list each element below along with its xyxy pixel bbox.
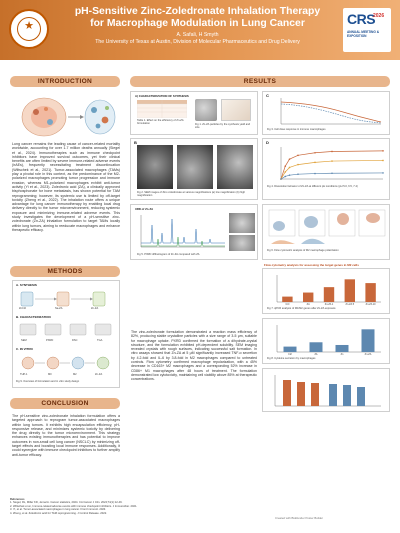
poster-authors: A. Safali, H Smyth The University of Texas at Austin, Division of Molecular Pharmaceutics and Drug Delivery — [95, 32, 300, 45]
methods-b-step-2: PXRD — [46, 339, 54, 342]
bar-caption-2: Fig 8. Cytokine secretion by macrophages — [267, 357, 316, 360]
results-panel-bars-2 — [262, 318, 390, 364]
results-a-particle-image — [195, 99, 217, 121]
methods-a-step3: Zn-ZA — [91, 307, 99, 310]
cytokine-bar-chart — [269, 322, 385, 356]
references: References 1. Siegel, RL, Miller KD, Jemal A. Cancer statistics, 2024. CA Cancer J Clin. 2024;74(1):12-49. 2. Wiltschek et al., Immune-related adverse events with immune checkpoint inhibitors. J Immunother. 2021. 3. Yi, et al. Tumor-associated macrophages in lung cancer. Front Immunol. 2023. 4. Zheng, et al. Zoledronic acid for TAM reprogramming. J Control Release. 2022. — [10, 498, 310, 515]
bar-3 — [336, 345, 349, 352]
results-panel-b — [130, 138, 258, 200]
methods-label-c: C. IN VITRO — [16, 347, 33, 351]
methods-label-a: A. SYNTHESIS — [16, 283, 37, 287]
sem-image-3 — [217, 145, 253, 189]
results-panel-a — [130, 91, 258, 135]
bar-5 — [365, 283, 375, 302]
results-b-caption: Fig 2. SEM images of Zinc-zoledronate at various magnifications (a) low magnification (b) high magnification — [137, 191, 246, 198]
sem-image-1 — [137, 145, 173, 189]
data-point-2-4 — [297, 164, 299, 166]
xrd-crystal-image-1 — [229, 213, 255, 233]
credit-text: Created with BioRender Poster Builder — [275, 516, 324, 520]
results-a-vial-image — [221, 99, 251, 121]
introduction-header: INTRODUCTION — [10, 76, 120, 87]
tick-label-3: Zn — [340, 353, 344, 356]
results-panel-flow — [262, 204, 390, 260]
results-header: RESULTS — [130, 76, 390, 87]
series-line-2 — [281, 160, 383, 179]
results-b-label: B — [134, 140, 137, 145]
viability-chart — [269, 372, 385, 410]
methods-c-step-1: THP-1 — [20, 373, 28, 376]
results-d-label: D — [266, 140, 269, 145]
dissolution-line-chart — [271, 143, 387, 185]
flow-cytometry-plots — [267, 208, 387, 246]
conclusion-header: CONCLUSION — [10, 398, 120, 409]
results-a-caption: Table 1. Effect on the efficiency of Zn-ZA formulation — [137, 119, 184, 126]
bar-caption-1: Fig 7. qPCR analysis of M1/M2 genes after Zn-ZA exposure — [267, 307, 336, 310]
results-d-caption: Fig 4. Dissolution behavior of Zn-ZA at different pH conditions (pH 5.0, 6.5, 7.4) — [267, 185, 358, 188]
results-a-table — [137, 100, 187, 118]
crs-logo: CRS 2026 ANNUAL MEETING & EXPOSITION — [343, 8, 391, 52]
data-point-3-6 — [331, 172, 333, 174]
data-point-1-6 — [331, 151, 333, 153]
poster-title: pH-Sensitive Zinc-Zoledronate Inhalation Therapy for Macrophage Modulation in Lung Cancer — [74, 6, 321, 29]
results-c-caption: Fig 3. Cell dose response in immune macrophages — [267, 128, 326, 131]
data-point-2-2 — [284, 171, 286, 173]
data-point-2-7 — [382, 160, 384, 162]
results-panel-bars-1 — [262, 268, 390, 314]
results-c-label: C — [266, 93, 269, 98]
results-panel-xrd — [130, 204, 258, 260]
bar-2 — [310, 342, 323, 352]
results-text: The zinc-zoledronate formulation demonstrated a reaction mass efficiency of 82%, producing stable crystalline particles with a size range of 3-5 μm, suitable for macrophage uptake. PXRD confirmed the formation of a dihydrate-crystal structure, and the formulation exhibited pH-dependent solubility. SEM imaging revealed crystals with rough surfaces, indicating successful salt formation. In vitro assays showed that Zn-ZA at 5 μM significantly increased TNF-α secretion by 4.2-fold and IL-6 by 3.8-fold in M2 macrophages compared to untreated controls. Flow cytometry confirmed macrophage repolarization, with a 45% decrease in CD163+ M2 macrophages and a corresponding 52% increase in CD86+ M1 macrophages after 48 hours of treatment. The formulation demonstrated low cytotoxicity, maintaining cell viability above 85% at therapeutic concentrations. — [131, 330, 257, 382]
data-point-3-1 — [280, 178, 282, 180]
tick-label-1: Ctrl — [285, 303, 290, 306]
bar-1 — [284, 347, 297, 352]
bar-3 — [324, 287, 334, 302]
data-point-3-2 — [284, 176, 286, 178]
data-point-3-7 — [382, 172, 384, 174]
reference-4: 4. Zheng, et al. Zoledronic acid for TAM reprogramming. J Control Release. 2022. — [10, 511, 107, 515]
xrd-diffractogram — [137, 213, 227, 251]
xrd-crystal-image-2 — [229, 235, 255, 251]
tick-label-5: Zn-ZA 10 — [365, 303, 376, 306]
results-panel-bars-3 — [262, 368, 390, 412]
introduction-text: Lung cancer remains the leading cause of cancer-related mortality worldwide, accounting for over 1.7 million deaths annually (Siegel et al., 2024). Immunotherapies such as immune checkpoint inhibitors have improved survival outcomes, yet their clinical benefits are often limited by severe immune-related adverse events (irAEs), frequently necessitating treatment discontinuation (Wiltschek et al., 2021). Tumor-associated macrophages (TAMs) play a pivotal role in this context, as the predominance of the M2-polarized macrophages promoting tumor progression and immune evasion, whereas M1-polarized macrophages exhibit anti-tumor activity (Yi et al., 2023). Zoledronic acid (ZA), a clinically approved bisphosphonate for bone metastasis, has shown potential for TAM reprogramming; however, its systemic use is limited by off-target toxicity (Zheng et al., 2022). The inhalation route offers a unique advantage for lung cancer immunotherapy by enabling local drug delivery directly to the tumor microenvironment, reducing systemic exposure and minimizing immune-related adverse events. This study investigates the development of a pH-sensitive zinc-zoledronate (Zn-ZA) inhalation formulation to target TAMs locally within lung tumors, aiming to reeducate macrophages and enhance therapeutic efficacy. — [12, 142, 120, 232]
methods-a-step2: Na-ZA — [55, 307, 63, 310]
reference-3: 3. Yi, et al. Tumor-associated macrophages in lung cancer. Front Immunol. 2023. — [10, 508, 107, 512]
data-point-3-5 — [314, 173, 316, 175]
results-panel-c — [262, 91, 390, 135]
methods-b-step-4: TGA — [97, 339, 103, 342]
data-point-1-4 — [297, 155, 299, 157]
conclusion-text: The pH-sensitive zinc-zoledronate inhalation formulation offers a targeted approach to reprogram tumor-associated macrophages within lung tumors. It exhibits high encapsulation efficiency, pH-responsive release, and minimizes systemic toxicity by delivering the drug directly to the tumor microenvironment. This strategy enhances existing immunotherapies and has potential to improve outcomes in non-small cell lung cancer (NSCLC) by minimizing off-target effects and boosting local immune responses. Additionally, it could synergize with immune checkpoint inhibitors to further amplify anti-tumor efficacy. — [12, 414, 120, 457]
data-point-2-5 — [314, 162, 316, 164]
data-point-3-3 — [289, 174, 291, 176]
intro-figure — [14, 92, 118, 140]
methods-c-step-3: M2 — [73, 373, 77, 376]
qpcr-bar-chart — [269, 272, 385, 306]
poster-header — [0, 0, 400, 60]
results-c-chart — [273, 96, 385, 128]
xrd-title: XRD of Zn-ZA — [135, 207, 154, 211]
xrd-caption: Fig 5. PXRD diffractogram of Zn-ZA compared with ZA — [137, 253, 200, 256]
results-a-caption-2: Fig 1. Zn-ZA particles by the synthesis yield and size — [195, 123, 251, 130]
methods-header: METHODS — [10, 266, 120, 277]
reference-1: 1. Siegel, RL, Miller KD, Jemal A. Cancer statistics, 2024. CA Cancer J Clin. 2024;74(1):12-49. — [10, 501, 123, 505]
data-point-3-4 — [297, 173, 299, 175]
flow-title: Flow cytometry analysis for assessing the target genes in M2 cells — [264, 263, 359, 267]
bar-2 — [303, 293, 313, 302]
tick-label-1: Ctrl — [288, 353, 292, 356]
results-a-title: A) CHARACTERIZATION OF SYNTHESIS — [135, 94, 189, 98]
methods-b-step-3: DSC — [72, 339, 78, 342]
ut-austin-seal-logo: ★ — [9, 9, 49, 49]
tick-label-4: Zn-ZA 5 — [345, 303, 355, 306]
methods-b-step-1: SEM — [21, 339, 27, 342]
tick-label-2: ZA — [306, 303, 310, 306]
flow-caption: Fig 6. Flow cytometric analysis of M2 macrophage polarization — [267, 249, 339, 252]
methods-figure — [12, 280, 120, 388]
reference-2: 2. Wiltschek et al., Immune-related adverse events with immune checkpoint inhibitors. J Immunother. 2021. — [10, 504, 138, 508]
tick-label-3: Zn-ZA 1 — [324, 303, 334, 306]
tick-label-4: Zn-ZA — [364, 353, 372, 356]
methods-label-b: B. CHARACTERIZATION — [16, 315, 51, 319]
bar-4 — [345, 279, 355, 302]
results-panel-d — [262, 138, 390, 200]
data-point-2-3 — [289, 167, 291, 169]
data-point-1-7 — [382, 150, 384, 152]
methods-c-step-4: Zn-ZA — [95, 373, 103, 376]
sem-image-2 — [177, 145, 213, 189]
data-point-2-6 — [331, 160, 333, 162]
methods-a-step1: ZnCl2 — [19, 307, 26, 310]
bar-4 — [362, 329, 375, 352]
data-point-1-2 — [284, 165, 286, 167]
data-point-1-3 — [289, 158, 291, 160]
methods-caption: Fig 9. Overview of formulation and in vitro study design — [16, 380, 80, 383]
bar-1 — [282, 297, 292, 302]
data-point-1-5 — [314, 152, 316, 154]
methods-c-step-2: M0 — [48, 373, 52, 376]
tick-label-2: ZA — [314, 353, 318, 356]
